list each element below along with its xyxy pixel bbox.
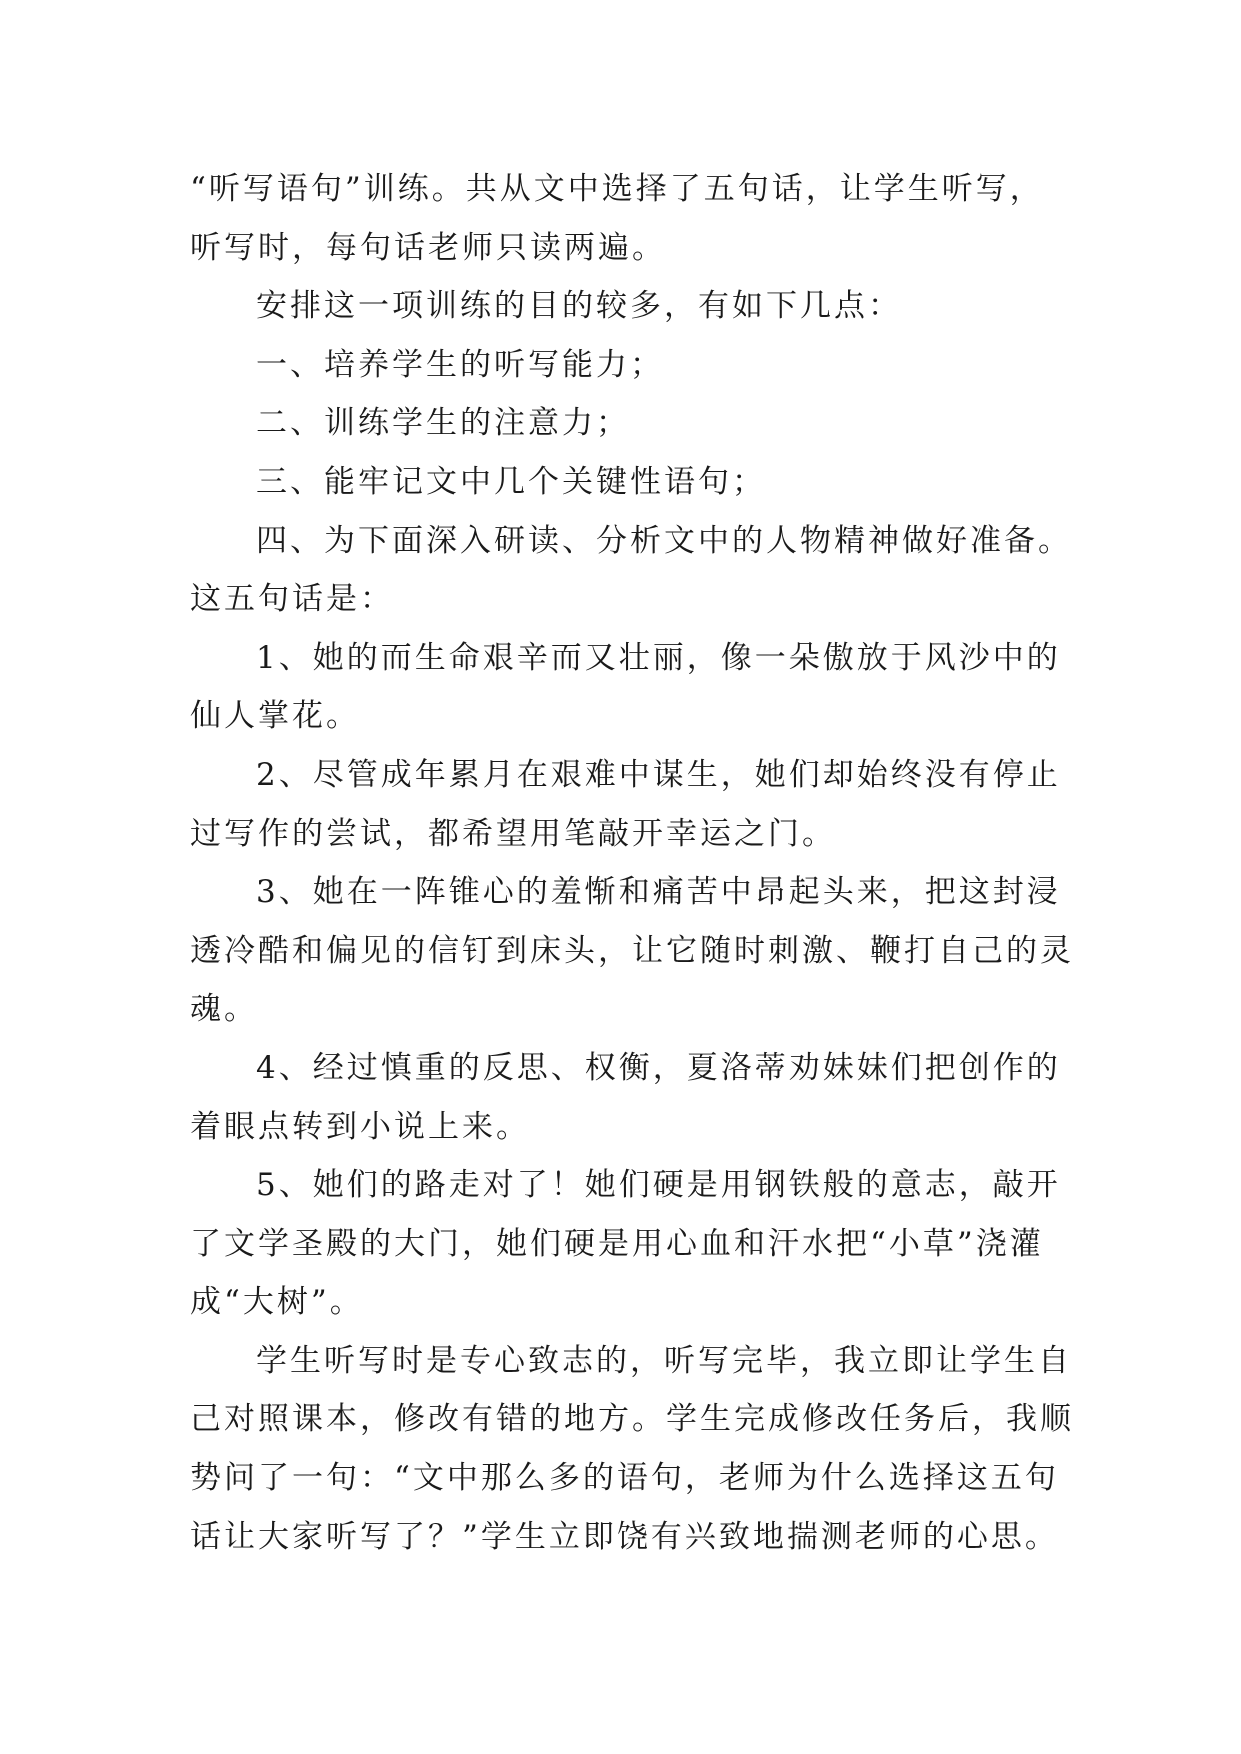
list-item: 一、培养学生的听写能力； <box>256 346 664 383</box>
text-line: 成“大树”。 <box>190 1284 364 1321</box>
paragraph-line: 安排这一项训练的目的较多，有如下几点： <box>256 288 902 325</box>
paragraph-line: 学生听写时是专心致志的，听写完毕，我立即让学生自 <box>256 1342 1072 1379</box>
text-line: 话让大家听写了？”学生立即饶有兴致地揣测老师的心思。 <box>190 1518 1059 1555</box>
text-line: 着眼点转到小说上来。 <box>190 1108 530 1145</box>
numbered-sentence: 2、尽管成年累月在艰难中谋生，她们却始终没有停止 <box>256 756 1061 793</box>
list-item: 四、为下面深入研读、分析文中的人物精神做好准备。 <box>256 522 1072 559</box>
list-item: 三、能牢记文中几个关键性语句； <box>256 463 766 500</box>
text-line: 势问了一句：“文中那么多的语句，老师为什么选择这五句 <box>190 1460 1059 1497</box>
text-line: 魂。 <box>190 991 258 1028</box>
list-item: 二、训练学生的注意力； <box>256 405 630 442</box>
text-line: 这五句话是： <box>190 581 394 618</box>
text-line: 了文学圣殿的大门，她们硬是用心血和汗水把“小草”浇灌 <box>190 1225 1044 1262</box>
text-line: 过写作的尝试，都希望用笔敲开幸运之门。 <box>190 815 836 852</box>
numbered-sentence: 3、她在一阵锥心的羞惭和痛苦中昂起头来，把这封浸 <box>256 874 1061 911</box>
text-line: 听写时，每句话老师只读两遍。 <box>190 229 666 266</box>
text-line: 仙人掌花。 <box>190 698 360 735</box>
numbered-sentence: 4、经过慎重的反思、权衡，夏洛蒂劝妹妹们把创作的 <box>256 1049 1061 1086</box>
numbered-sentence: 1、她的而生命艰辛而又壮丽，像一朵傲放于风沙中的 <box>256 639 1061 676</box>
text-line: “听写语句”训练。共从文中选择了五句话，让学生听写， <box>190 171 1044 207</box>
text-line: 己对照课本，修改有错的地方。学生完成修改任务后，我顺 <box>190 1401 1074 1438</box>
document-body <box>190 160 1074 1566</box>
text-line: 透冷酷和偏见的信钉到床头，让它随时刺激、鞭打自己的灵 <box>190 932 1074 969</box>
numbered-sentence: 5、她们的路走对了！她们硬是用钢铁般的意志，敲开 <box>256 1167 1061 1204</box>
